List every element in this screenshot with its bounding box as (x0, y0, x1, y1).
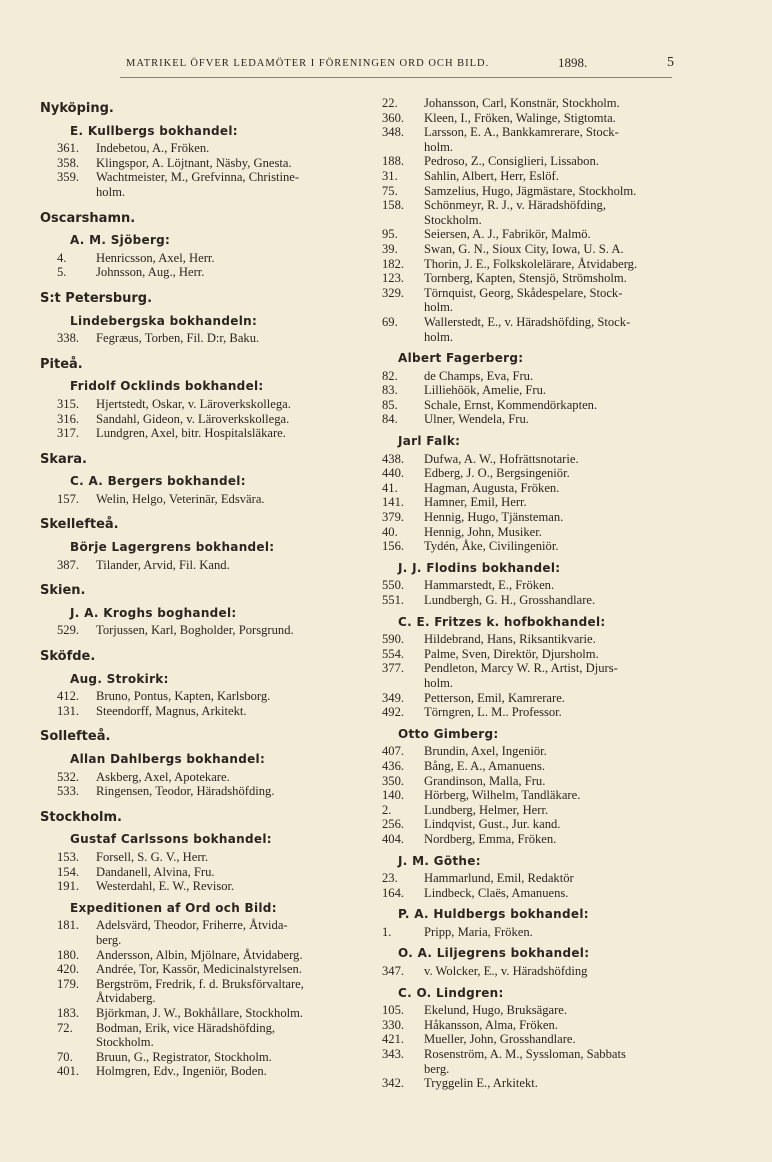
member-text: Dufwa, A. W., Hofrättsnotarie. (424, 451, 579, 466)
bookshop-heading: J. J. Flodins bokhandel: (398, 560, 561, 575)
member-text: Kleen, I., Fröken, Walinge, Stigtomta. (424, 110, 616, 125)
member-number: 181. (57, 918, 80, 933)
member-entry (40, 948, 360, 963)
member-entry (40, 962, 360, 977)
member-entry (382, 886, 694, 901)
bookshop-heading: P. A. Huldbergs bokhandel: (398, 907, 589, 922)
member-entry (382, 154, 694, 169)
member-entry (382, 184, 694, 199)
member-entry (382, 495, 694, 510)
member-text: Adelsvärd, Theodor, Friherre, Åtvida- (96, 918, 288, 933)
member-number: 154. (57, 864, 80, 879)
member-number: 179. (57, 976, 80, 991)
member-number: 140. (382, 788, 405, 803)
member-entry (382, 111, 694, 126)
member-entry (382, 1032, 694, 1047)
member-text: Sahlin, Albert, Herr, Eslöf. (424, 168, 559, 183)
member-number: 420. (57, 962, 80, 977)
left-column (40, 96, 360, 1079)
member-number: 349. (382, 690, 405, 705)
member-entry (40, 977, 360, 1006)
member-entry (40, 170, 360, 199)
member-entry (382, 661, 694, 690)
member-entry (382, 286, 694, 315)
member-text: Bergström, Fredrik, f. d. Bruksförvaltare, (96, 976, 304, 991)
member-entry (382, 383, 694, 398)
member-text: Hennig, Hugo, Tjänsteman. (424, 510, 564, 525)
member-number: 23. (382, 871, 398, 886)
city-heading: Skien. (40, 583, 86, 599)
header-rule (120, 77, 672, 78)
member-number: 83. (382, 383, 398, 398)
member-text: Lundgren, Axel, bitr. Hospitalsläkare. (96, 426, 286, 441)
member-entry (40, 918, 360, 947)
member-text: Tilander, Arvid, Fil. Kand. (96, 557, 230, 572)
member-number: 317. (57, 426, 80, 441)
member-number: 329. (382, 285, 405, 300)
member-text: Pripp, Maria, Fröken. (424, 924, 533, 939)
bookshop-heading: Allan Dahlbergs bokhandel: (70, 752, 266, 766)
member-number: 123. (382, 271, 405, 286)
member-entry (40, 492, 360, 507)
member-entry (382, 510, 694, 525)
member-text: Tydén, Åke, Civilingeniör. (424, 539, 559, 554)
member-text-continuation: holm. (424, 300, 454, 315)
city-heading: S:t Petersburg. (40, 290, 153, 306)
member-entry (382, 481, 694, 496)
member-entry (382, 1003, 694, 1018)
member-text: Ekelund, Hugo, Bruksägare. (424, 1003, 568, 1018)
member-text: Bruno, Pontus, Kapten, Karlsborg. (96, 689, 271, 704)
member-text: Andrée, Tor, Kassör, Medicinalstyrelsen. (96, 962, 302, 977)
member-entry (382, 412, 694, 427)
member-text: Lindqvist, Gust., Jur. kand. (424, 817, 561, 832)
member-text: Lilliehöök, Amelie, Fru. (424, 383, 547, 398)
member-text: Hildebrand, Hans, Riksantikvarie. (424, 632, 596, 647)
bookshop-heading: Fridolf Ocklinds bokhandel: (70, 379, 264, 394)
member-number: 532. (57, 769, 80, 784)
member-number: 180. (57, 947, 80, 962)
member-number: 39. (382, 241, 398, 256)
member-text: Klingspor, A. Löjtnant, Näsby, Gnesta. (96, 155, 292, 170)
member-text: Henricsson, Axel, Herr. (96, 250, 215, 265)
member-text: Petterson, Emil, Kamrerare. (424, 690, 565, 705)
member-entry (40, 1050, 360, 1065)
bookshop-heading: J. A. Kroghs boghandel: (70, 605, 237, 620)
running-header (120, 56, 680, 76)
member-text: Forsell, S. G. V., Herr. (96, 849, 209, 864)
city-heading: Skara. (40, 451, 87, 467)
bookshop-heading: Expeditionen af Ord och Bild: (70, 900, 277, 915)
header-title: MATRIKEL ÖFVER LEDAMÖTER I FÖRENINGEN ORD OCH BILD. (126, 58, 490, 69)
member-number: 342. (382, 1076, 405, 1091)
member-text: Nordberg, Emma, Fröken. (424, 831, 557, 846)
member-entry (382, 227, 694, 242)
member-entry (382, 271, 694, 286)
member-entry (382, 593, 694, 608)
member-text: Pendleton, Marcy W. R., Artist, Djurs- (424, 661, 618, 676)
member-entry (40, 784, 360, 799)
member-number: 404. (382, 831, 405, 846)
member-text-continuation: holm. (424, 675, 454, 690)
member-number: 1. (382, 924, 392, 939)
member-number: 157. (57, 491, 80, 506)
member-number: 105. (382, 1003, 405, 1018)
member-number: 84. (382, 412, 398, 427)
member-entry (382, 832, 694, 847)
member-number: 70. (57, 1049, 73, 1064)
member-number: 141. (382, 495, 405, 510)
member-number: 316. (57, 411, 80, 426)
member-entry (40, 704, 360, 719)
city-heading: Piteå. (40, 356, 83, 372)
member-text: Bodman, Erik, vice Häradshöfding, (96, 1020, 276, 1035)
member-entry (382, 315, 694, 344)
bookshop-heading: Gustaf Carlssons bokhandel: (70, 832, 272, 847)
member-number: 5. (57, 265, 67, 280)
member-text-continuation: berg. (96, 932, 122, 947)
member-number: 315. (57, 396, 80, 411)
member-text: Lundberg, Helmer, Herr. (424, 802, 549, 817)
bookshop-heading: Aug. Strokirk: (70, 671, 169, 686)
bookshop-heading: E. Kullbergs bokhandel: (70, 123, 238, 138)
member-entry (382, 578, 694, 593)
member-number: 590. (382, 632, 405, 647)
member-text: Tryggelin E., Arkitekt. (424, 1076, 538, 1091)
member-text: Schönmeyr, R. J., v. Häradshöfding, (424, 198, 606, 213)
member-number: 40. (382, 524, 398, 539)
member-text: Samzelius, Hugo, Jägmästare, Stockholm. (424, 183, 637, 198)
member-entry (40, 689, 360, 704)
member-number: 407. (382, 744, 405, 759)
member-text: Håkansson, Alma, Fröken. (424, 1017, 558, 1032)
member-text: Lundbergh, G. H., Grosshandlare. (424, 593, 596, 607)
member-text: Westerdahl, E. W., Revisor. (96, 879, 235, 894)
member-entry (382, 705, 694, 720)
member-text-continuation: holm. (424, 329, 454, 344)
member-text: Wallerstedt, E., v. Häradshöfding, Stock- (424, 314, 631, 329)
bookshop-heading: O. A. Liljegrens bokhandel: (398, 946, 590, 961)
member-number: 361. (57, 141, 80, 156)
member-entry (40, 879, 360, 894)
member-text: Hammarlund, Emil, Redaktör (424, 871, 574, 886)
member-text: Askberg, Axel, Apotekare. (96, 769, 230, 784)
member-entry (382, 647, 694, 662)
member-number: 347. (382, 964, 405, 979)
member-entry (382, 817, 694, 832)
member-entry (40, 331, 360, 346)
member-text: Johnsson, Aug., Herr. (96, 265, 205, 280)
member-text: Törngren, L. M.. Professor. (424, 705, 562, 720)
member-text: Edberg, J. O., Bergsingeniör. (424, 466, 570, 481)
page-number: 5 (667, 55, 674, 70)
member-text-continuation: holm. (96, 184, 126, 199)
member-entry (382, 539, 694, 554)
member-entry (382, 198, 694, 227)
city-heading: Nyköping. (40, 101, 114, 116)
member-number: 379. (382, 510, 405, 525)
city-heading: Sollefteå. (40, 729, 111, 745)
bookshop-heading: C. A. Bergers bokhandel: (70, 474, 246, 489)
member-text: Andersson, Albin, Mjölnare, Åtvidaberg. (96, 947, 303, 962)
member-text: Seiersen, A. J., Fabrikör, Malmö. (424, 227, 591, 242)
member-entry (382, 925, 694, 940)
member-entry (382, 691, 694, 706)
member-entry (382, 525, 694, 540)
member-number: 95. (382, 227, 398, 242)
member-text: Hamner, Emil, Herr. (424, 495, 527, 510)
member-entry (382, 452, 694, 467)
bookshop-heading: J. M. Göthe: (398, 853, 481, 868)
bookshop-heading: Otto Gimberg: (398, 726, 499, 741)
member-entry (40, 156, 360, 171)
member-text: Schale, Ernst, Kommendörkapten. (424, 397, 598, 412)
member-entry (40, 623, 360, 638)
member-entry (382, 774, 694, 789)
member-number: 533. (57, 784, 80, 799)
bookshop-heading: Jarl Falk: (398, 434, 461, 449)
member-entry (382, 125, 694, 154)
member-number: 529. (57, 623, 80, 638)
city-heading: Sköfde. (40, 649, 96, 665)
member-text: Hörberg, Wilhelm, Tandläkare. (424, 788, 581, 803)
member-text: Holmgren, Edv., Ingeniör, Boden. (96, 1064, 267, 1079)
member-number: 358. (57, 155, 80, 170)
member-number: 183. (57, 1005, 80, 1020)
member-text: Bruun, G., Registrator, Stockholm. (96, 1049, 272, 1064)
member-number: 436. (382, 758, 405, 773)
member-number: 550. (382, 578, 405, 593)
member-number: 438. (382, 451, 405, 466)
member-number: 343. (382, 1047, 405, 1062)
member-number: 75. (382, 183, 398, 198)
member-number: 377. (382, 661, 405, 676)
member-text: Bång, E. A., Amanuens. (424, 758, 546, 773)
member-text: Brundin, Axel, Ingeniör. (424, 744, 547, 759)
member-text: Ringensen, Teodor, Häradshöfding. (96, 784, 275, 799)
member-text: Wachtmeister, M., Grefvinna, Christine- (96, 170, 300, 185)
member-text: Sandahl, Gideon, v. Läroverkskollega. (96, 411, 290, 426)
member-number: 41. (382, 480, 398, 495)
member-text: v. Wolcker, E., v. Häradshöfding (424, 964, 588, 979)
member-text: Lindbeck, Claës, Amanuens. (424, 885, 569, 900)
member-number: 330. (382, 1017, 405, 1032)
member-entry (382, 1076, 694, 1091)
member-entry (382, 803, 694, 818)
bookshop-heading: Lindebergska bokhandeln: (70, 313, 258, 328)
member-entry (382, 398, 694, 413)
member-number: 401. (57, 1064, 80, 1079)
member-number: 554. (382, 646, 405, 661)
member-entry (40, 251, 360, 266)
member-number: 412. (57, 689, 80, 704)
member-text-continuation: holm. (424, 139, 454, 154)
member-number: 338. (57, 331, 80, 346)
member-text: Grandinson, Malla, Fru. (424, 773, 546, 788)
member-number: 72. (57, 1020, 73, 1035)
member-entry (40, 770, 360, 785)
member-entry (382, 788, 694, 803)
member-number: 158. (382, 198, 405, 213)
member-number: 2. (382, 802, 392, 817)
city-heading: Oscarshamn. (40, 210, 136, 226)
member-text: Johansson, Carl, Konstnär, Stockholm. (424, 96, 620, 110)
member-number: 360. (382, 110, 405, 125)
member-entry (382, 96, 694, 111)
member-text: Hammarstedt, E., Fröken. (424, 578, 555, 593)
city-heading: Stockholm. (40, 809, 122, 825)
member-number: 440. (382, 466, 405, 481)
member-number: 69. (382, 314, 398, 329)
member-number: 31. (382, 168, 398, 183)
member-text-continuation: Stockholm. (96, 1035, 154, 1050)
member-entry (40, 558, 360, 573)
member-text-continuation: Stockholm. (424, 212, 482, 227)
member-entry (40, 850, 360, 865)
bookshop-heading: A. M. Sjöberg: (70, 233, 171, 248)
member-entry (40, 1064, 360, 1079)
member-number: 182. (382, 256, 405, 271)
bookshop-heading: C. E. Fritzes k. hofbokhandel: (398, 614, 606, 629)
city-heading: Skellefteå. (40, 517, 119, 533)
member-entry (382, 369, 694, 384)
member-text: Pedroso, Z., Consiglieri, Lissabon. (424, 154, 599, 169)
member-number: 164. (382, 885, 405, 900)
member-entry (40, 397, 360, 412)
member-number: 359. (57, 170, 80, 185)
member-entry (382, 744, 694, 759)
member-text: Swan, G. N., Sioux City, Iowa, U. S. A. (424, 241, 624, 256)
member-entry (382, 871, 694, 886)
member-entry (382, 964, 694, 979)
member-text: de Champs, Eva, Fru. (424, 368, 534, 383)
member-text: Tornberg, Kapten, Stensjö, Strömsholm. (424, 271, 627, 286)
member-number: 421. (382, 1032, 405, 1047)
bookshop-heading: Börje Lagergrens bokhandel: (70, 540, 275, 555)
member-text-continuation: berg. (424, 1061, 450, 1076)
member-number: 153. (57, 849, 80, 864)
member-entry (382, 242, 694, 257)
member-text: Thorin, J. E., Folkskolelärare, Åtvidaberg. (424, 256, 638, 271)
header-year: 1898. (558, 55, 588, 70)
member-number: 22. (382, 96, 398, 110)
member-text: Larsson, E. A., Bankkamrerare, Stock- (424, 125, 619, 140)
member-text: Hagman, Augusta, Fröken. (424, 480, 560, 495)
member-text: Hennig, John, Musiker. (424, 524, 542, 539)
right-column (382, 96, 694, 1091)
member-text: Welin, Helgo, Veterinär, Edsvära. (96, 491, 265, 506)
member-entry (382, 759, 694, 774)
member-number: 156. (382, 539, 405, 554)
member-number: 4. (57, 250, 67, 265)
member-number: 191. (57, 879, 80, 894)
member-number: 348. (382, 125, 405, 140)
member-text: Törnquist, Georg, Skådespelare, Stock- (424, 285, 623, 300)
member-entry (382, 1018, 694, 1033)
member-text: Dandanell, Alvina, Fru. (96, 864, 215, 879)
member-text: Indebetou, A., Fröken. (96, 141, 210, 156)
member-text: Torjussen, Karl, Bogholder, Porsgrund. (96, 623, 294, 638)
member-entry (40, 141, 360, 156)
member-entry (40, 1006, 360, 1021)
member-number: 256. (382, 817, 405, 832)
member-number: 492. (382, 705, 405, 720)
member-number: 387. (57, 557, 80, 572)
member-text: Ulner, Wendela, Fru. (424, 412, 529, 427)
member-text: Fegræus, Torben, Fil. D:r, Baku. (96, 331, 260, 346)
member-number: 350. (382, 773, 405, 788)
member-text-continuation: Åtvidaberg. (96, 991, 156, 1006)
member-number: 131. (57, 703, 80, 718)
member-text: Rosenström, A. M., Syssloman, Sabbats (424, 1047, 626, 1062)
member-number: 188. (382, 154, 405, 169)
member-entry (40, 265, 360, 280)
member-entry (40, 412, 360, 427)
member-text: Hjertstedt, Oskar, v. Läroverkskollega. (96, 396, 291, 411)
member-number: 82. (382, 368, 398, 383)
member-entry (382, 257, 694, 272)
member-entry (382, 632, 694, 647)
member-entry (382, 169, 694, 184)
member-text: Björkman, J. W., Bokhållare, Stockholm. (96, 1005, 304, 1020)
member-text: Steendorff, Magnus, Arkitekt. (96, 703, 247, 718)
bookshop-heading: Albert Fagerberg: (398, 351, 524, 366)
member-number: 551. (382, 593, 405, 607)
member-entry (382, 466, 694, 481)
member-entry (40, 1021, 360, 1050)
member-entry (382, 1047, 694, 1076)
bookshop-heading: C. O. Lindgren: (398, 985, 504, 1000)
member-entry (40, 426, 360, 441)
member-text: Palme, Sven, Direktör, Djursholm. (424, 646, 599, 661)
member-text: Mueller, John, Grosshandlare. (424, 1032, 576, 1047)
member-number: 85. (382, 397, 398, 412)
member-entry (40, 865, 360, 880)
